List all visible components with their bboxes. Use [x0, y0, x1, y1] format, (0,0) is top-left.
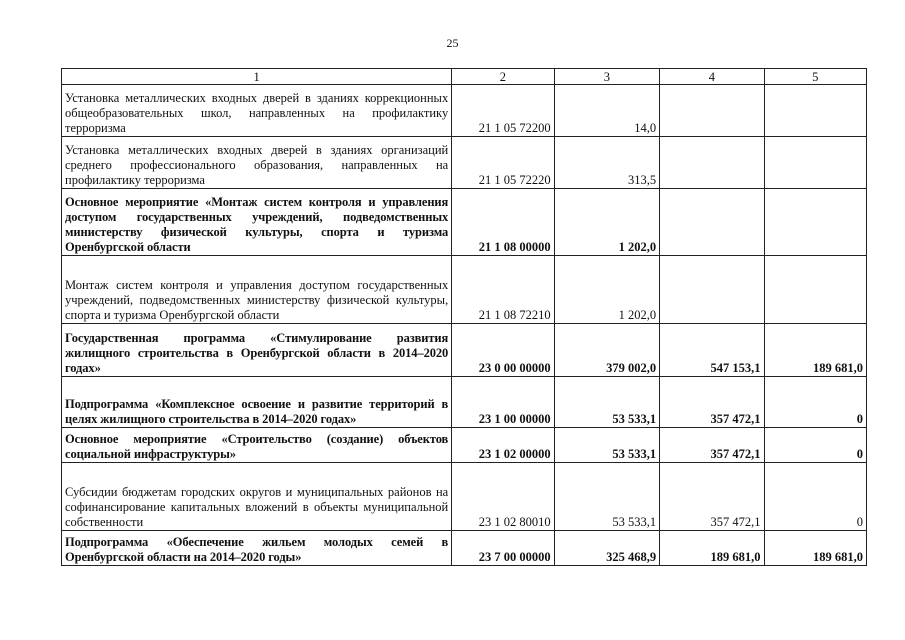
header-col-5: 5 — [764, 69, 866, 85]
row-col4-cell — [660, 137, 764, 189]
row-code-cell: 23 1 02 80010 — [452, 463, 554, 531]
row-col3-cell: 53 533,1 — [554, 377, 659, 428]
header-col-3: 3 — [554, 69, 659, 85]
header-col-4: 4 — [660, 69, 764, 85]
row-col5-cell: 189 681,0 — [764, 324, 866, 377]
page-number: 25 — [446, 36, 459, 50]
header-col-2: 2 — [452, 69, 554, 85]
row-code-cell: 21 1 08 72210 — [452, 256, 554, 324]
row-col3-cell: 53 533,1 — [554, 463, 659, 531]
row-col4-cell: 357 472,1 — [660, 377, 764, 428]
table-header-row — [62, 69, 867, 85]
row-name-cell: Государственная программа «Стимулирование развития жилищного строительства в Оренбургской области в 2014–2020 годах» — [62, 324, 452, 377]
row-col3-cell: 313,5 — [554, 137, 659, 189]
row-col5-cell — [764, 189, 866, 256]
row-name-cell: Подпрограмма «Комплексное освоение и развитие территорий в целях жилищного строительства в 2014–2020 годах» — [62, 377, 452, 428]
row-col4-cell — [660, 85, 764, 137]
row-name-cell: Субсидии бюджетам городских округов и муниципальных районов на софинансирование капитальных вложений в объекты муниципальной собственности — [62, 463, 452, 531]
row-col4-cell: 357 472,1 — [660, 463, 764, 531]
row-col5-cell — [764, 85, 866, 137]
row-col5-cell: 0 — [764, 428, 866, 463]
table-row — [62, 428, 867, 463]
row-name-cell: Основное мероприятие «Строительство (создание) объектов социальной инфраструктуры» — [62, 428, 452, 463]
row-col3-cell: 325 468,9 — [554, 531, 659, 566]
row-col3-cell: 1 202,0 — [554, 189, 659, 256]
row-col5-cell: 189 681,0 — [764, 531, 866, 566]
row-name-cell: Установка металлических входных дверей в зданиях организаций среднего профессионального образования, направленных на профилактику терроризма — [62, 137, 452, 189]
header-col-1: 1 — [62, 69, 452, 85]
table-row — [62, 85, 867, 137]
row-name-cell: Основное мероприятие «Монтаж систем контроля и управления доступом государственных учреждений, подведомственных министерству физической культуры, спорта и туризма Оренбургской области — [62, 189, 452, 256]
row-col5-cell: 0 — [764, 377, 866, 428]
row-code-cell: 21 1 05 72200 — [452, 85, 554, 137]
row-col4-cell — [660, 189, 764, 256]
row-code-cell: 23 1 02 00000 — [452, 428, 554, 463]
row-code-cell: 23 7 00 00000 — [452, 531, 554, 566]
row-col3-cell: 14,0 — [554, 85, 659, 137]
row-col4-cell — [660, 256, 764, 324]
table-row — [62, 531, 867, 566]
row-col4-cell: 189 681,0 — [660, 531, 764, 566]
row-col4-cell: 357 472,1 — [660, 428, 764, 463]
table-row — [62, 463, 867, 531]
row-code-cell: 23 1 00 00000 — [452, 377, 554, 428]
row-code-cell: 23 0 00 00000 — [452, 324, 554, 377]
row-col3-cell: 379 002,0 — [554, 324, 659, 377]
table-row — [62, 324, 867, 377]
table-row — [62, 256, 867, 324]
budget-table — [61, 68, 867, 566]
row-code-cell: 21 1 05 72220 — [452, 137, 554, 189]
row-col4-cell: 547 153,1 — [660, 324, 764, 377]
row-col3-cell: 53 533,1 — [554, 428, 659, 463]
table-row — [62, 189, 867, 256]
row-code-cell: 21 1 08 00000 — [452, 189, 554, 256]
table-row — [62, 377, 867, 428]
row-col5-cell: 0 — [764, 463, 866, 531]
row-col5-cell — [764, 256, 866, 324]
row-name-cell: Подпрограмма «Обеспечение жильем молодых семей в Оренбургской области на 2014–2020 годы» — [62, 531, 452, 566]
row-name-cell: Установка металлических входных дверей в зданиях коррекционных общеобразовательных школ, направленных на профилактику терроризма — [62, 85, 452, 137]
row-col3-cell: 1 202,0 — [554, 256, 659, 324]
table-row — [62, 137, 867, 189]
row-name-cell: Монтаж систем контроля и управления доступом государственных учреждений, подведомственных министерству физической культуры, спорта и туризма Оренбургской области — [62, 256, 452, 324]
row-col5-cell — [764, 137, 866, 189]
